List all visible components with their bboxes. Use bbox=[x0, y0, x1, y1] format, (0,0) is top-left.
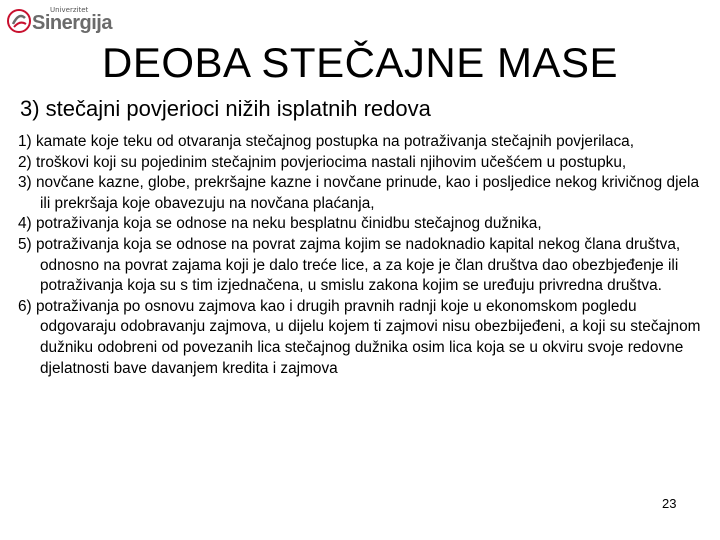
list-item: 6) potraživanja po osnovu zajmova kao i drugih pravnih radnji koje u ekonomskom pogledu odgovaraju odobravanju zajmova, u dijelu kojem ti zajmovi nisu obezbijeđeni, a koji su stečajnom dužniku odobreni od povezanih lica stečajnog dužnika osim lica koja se u okviru svoje redovne djelatnosti bave davanjem kredita i zajmova bbox=[18, 297, 701, 377]
university-logo bbox=[6, 6, 112, 36]
logo-main-text: Sinergija bbox=[32, 12, 112, 34]
list-item: 5) potraživanja koja se odnose na povrat zajma kojim se nadoknadio kapital nekog člana društva, odnosno na povrat zajama koji je dalo treće lice, a za koje je član društva dao obezbjeđenje ili potraživanja koja su s tim izjednačena, u smislu zakona kojim se uređuju privredna društva. bbox=[18, 235, 681, 295]
slide-subtitle: 3) stečajni povjerioci nižih isplatnih redova bbox=[20, 96, 431, 121]
logo-small-text: Univerzitet bbox=[50, 6, 89, 14]
list-item: 2) troškovi koji su pojedinim stečajnim povjeriocima nastali njihovim učešćem u postupku, bbox=[18, 153, 627, 171]
list-item: 3) novčane kazne, globe, prekršajne kazne i novčane prinude, kao i posljedice nekog krivičnog djela ili prekršaja koje obavezuju na novčana plaćanja, bbox=[18, 174, 700, 212]
logo-emblem-icon bbox=[6, 8, 32, 34]
list-item: 1) kamate koje teku od otvaranja stečajnog postupka na potraživanja stečajnih povjerilaca, bbox=[18, 133, 634, 150]
creditor-list bbox=[18, 132, 708, 379]
slide-title: DEOBA STEČAJNE MASE bbox=[102, 39, 618, 86]
list-item: 4) potraživanja koja se odnose na neku besplatnu činidbu stečajnog dužnika, bbox=[18, 215, 542, 233]
page-number: 23 bbox=[662, 496, 677, 511]
